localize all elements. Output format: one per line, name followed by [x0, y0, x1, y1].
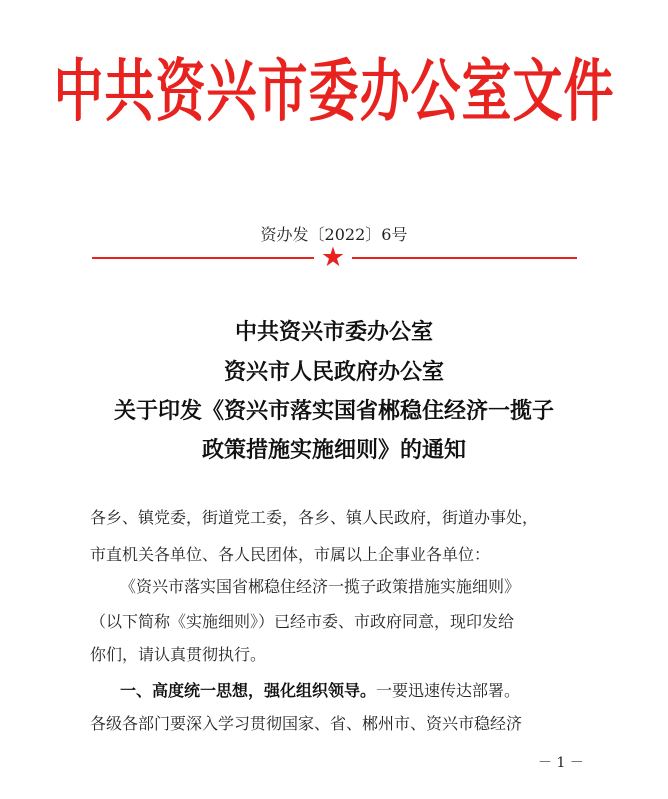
title-line-4: 政策措施实施细则》的通知 — [201, 437, 466, 463]
red-star-icon: ★ — [320, 242, 346, 273]
recipients-line-1: 各乡、镇党委，街道党工委，各乡、镇人民政府，街道办事处， — [90, 508, 539, 527]
page-number: － 1 － — [538, 755, 584, 771]
section-1-text-first: 一要迅速传达部署。 — [376, 681, 521, 700]
notice-line-1: 《资兴市落实国省郴稳住经济一揽子政策措施实施细则》 — [120, 577, 521, 596]
title-line-2: 资兴市人民政府办公室 — [223, 359, 444, 385]
title-line-3: 关于印发《资兴市落实国省郴稳住经济一揽子 — [113, 398, 554, 424]
masthead-title: 中共资兴市委办公室文件 — [53, 51, 615, 131]
section-1-heading: 一、高度统一思想，强化组织领导。 — [120, 681, 377, 700]
red-rule-left — [92, 257, 314, 259]
notice-line-2: （以下简称《实施细则》）已经市委、市政府同意，现印发给 — [90, 612, 515, 631]
recipients-line-2: 市直机关各单位、各人民团体，市属以上企事业各单位： — [90, 545, 491, 564]
title-line-1: 中共资兴市委办公室 — [234, 319, 433, 345]
section-1-line-1 — [120, 683, 520, 699]
document-number: 资办发〔2022〕6号 — [260, 225, 408, 244]
red-rule-right — [352, 257, 577, 259]
section-1-line-2: 各级各部门要深入学习贯彻国家、省、郴州市、资兴市稳经济 — [90, 714, 523, 733]
notice-line-3: 你们，请认真贯彻执行。 — [90, 645, 267, 664]
